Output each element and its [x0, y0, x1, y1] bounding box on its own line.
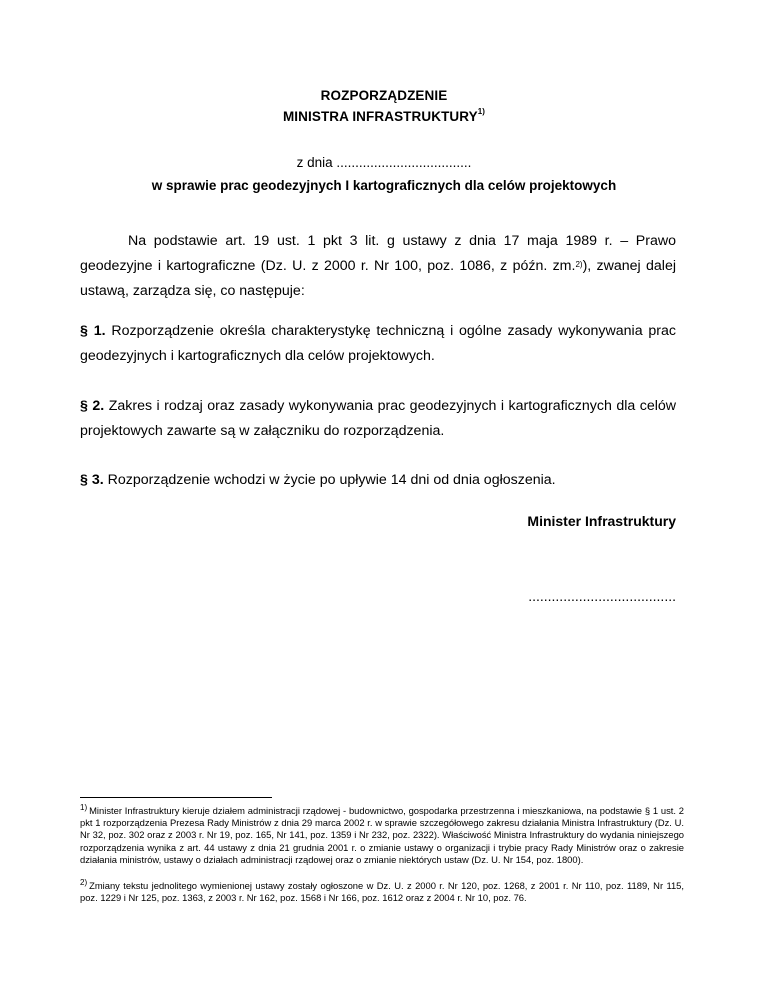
paragraph-text: Zakres i rodzaj oraz zasady wykonywania prac geodezyjnych i kartograficznych dla celów projektowych zawarte są w załączniku do rozporządzenia.: [80, 398, 676, 439]
paragraph-label: § 3.: [80, 472, 104, 488]
paragraph-text: Rozporządzenie wchodzi w życie po upływie 14 dni od dnia ogłoszenia.: [107, 472, 556, 488]
signature-dots: [528, 588, 676, 604]
title-text: ROZPORZĄDZENIE: [320, 88, 448, 103]
footnote-ref-1[interactable]: 1): [477, 107, 486, 116]
paragraph-label: § 1.: [80, 323, 106, 339]
paragraph-1: [80, 319, 676, 369]
subject-text: w sprawie prac geodezyjnych I kartograficznych dla celów projektowych: [151, 178, 617, 193]
signature-title: [527, 513, 676, 529]
paragraph-3: [80, 468, 676, 493]
footnote-1: [80, 805, 684, 866]
footnote-mark: 2): [80, 878, 88, 887]
preamble-text: Na podstawie art. 19 ust. 1 pkt 3 lit. g ustawy z dnia 17 maja 1989 r. – Prawo geodezyjne i kartograficzne (Dz. U. z 2000 r. Nr 100, poz. 1086, z późn. zm.: [80, 233, 676, 274]
document-title-line1: [0, 88, 768, 103]
document-title-line2: [0, 109, 768, 124]
footnote-text: Minister Infrastruktury kieruje działem administracji rządowej - budownictwo, gospodarka przestrzenna i mieszkaniowa, na podstawie § 1 ust. 2 pkt 1 rozporządzenia Prezesa Rady Ministrów z dnia 29 marca 2002 r. w sprawie szczegółowego zakresu działania Ministra Infrastruktury (Dz. U. Nr 32, poz. 302 oraz z 2003 r. Nr 19, poz. 165, Nr 141, poz. 1359 i Nr 232, poz. 2322). Właściwość Ministra Infrastruktury do wydania niniejszego rozporządzenia wynika z art. 44 ustawy z dnia 21 grudnia 2001 r. o zmianie ustawy o organizacji i trybie pracy Rady Ministrów oraz o zakresie działania ministrów, ustawy o działach administracji rządowej oraz o zmianie niektórych ustaw (Dz. U. Nr 154, poz. 1800).: [80, 805, 684, 865]
footnote-ref-2[interactable]: 2): [575, 260, 583, 269]
preamble: [80, 229, 676, 304]
title-text: MINISTRA INFRASTRUKTURY: [282, 109, 478, 124]
subject-line: [0, 178, 768, 193]
date-text: z dnia ....................................: [296, 155, 472, 170]
footnote-text: Zmiany tekstu jednolitego wymienionej ustawy zostały ogłoszone w Dz. U. z 2000 r. Nr 120, poz. 1268, z 2001 r. Nr 110, poz. 1189, Nr 115, poz. 1229 i Nr 125, poz. 1363, z 2003 r. Nr 162, poz. 1568 i Nr 166, poz. 1612 oraz z 2004 r. Nr 10, poz. 76.: [80, 880, 684, 904]
paragraph-2: [80, 394, 676, 444]
paragraph-text: Rozporządzenie określa charakterystykę techniczną i ogólne zasady wykonywania prac geodezyjnych i kartograficznych dla celów projektowych.: [80, 323, 677, 364]
preamble-text-end: ), zwanej dalej ustawą, zarządza się, co następuje:: [80, 258, 676, 299]
signature-title-text: Minister Infrastruktury: [527, 513, 676, 529]
footnote-2: [80, 880, 684, 904]
footnote-mark: 1): [80, 803, 88, 812]
signature-dots-text: ......................................: [528, 588, 676, 604]
paragraph-label: § 2.: [80, 398, 105, 414]
date-line: [0, 155, 768, 170]
footnote-separator: [80, 797, 272, 798]
